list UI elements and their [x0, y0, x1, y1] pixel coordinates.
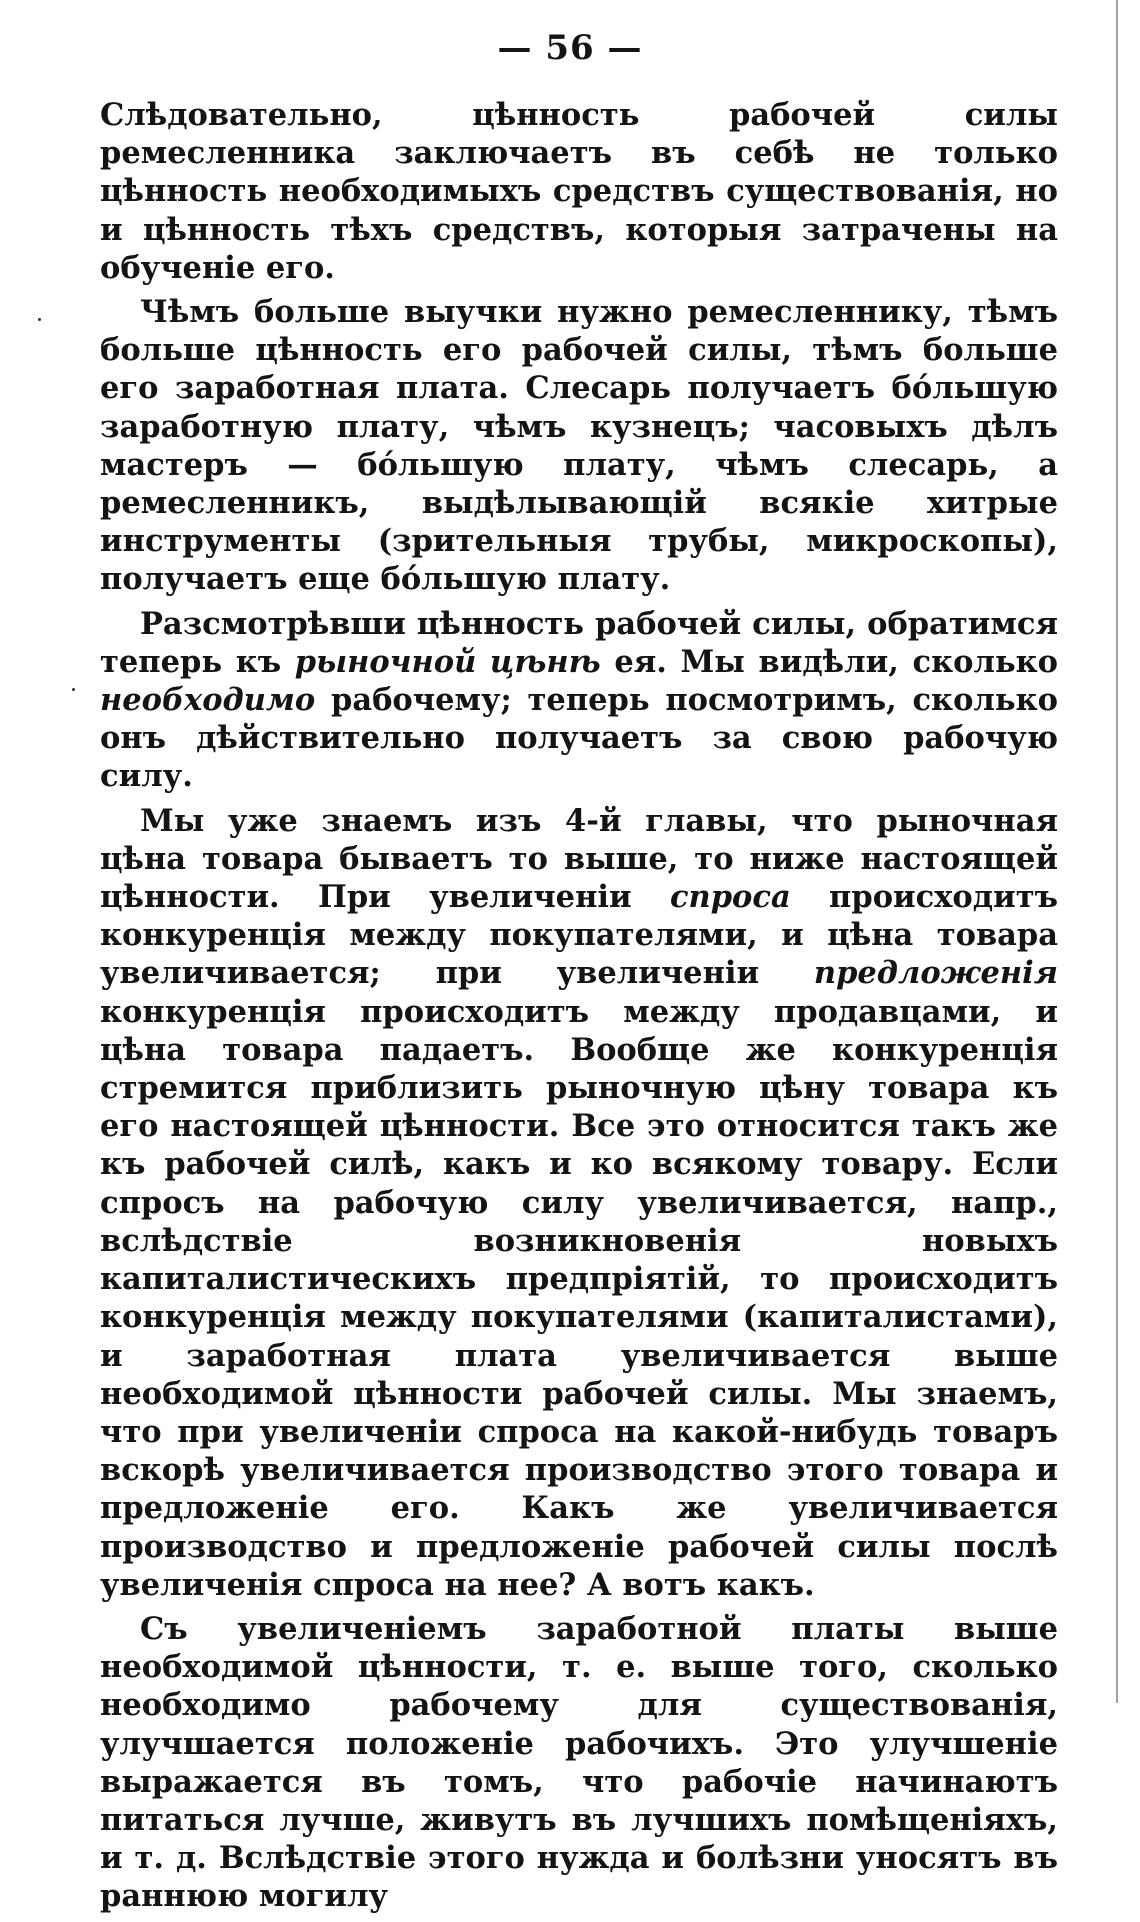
emphasized-text: спроса [669, 879, 791, 916]
text-run: происходитъ конкуренція между покупателями, и цѣна товара увеличивается; при увеличеніи [100, 879, 1058, 992]
scan-speck [72, 688, 75, 691]
text-run: рабочему; теперь посмотримъ, сколько онъ дѣйствительно получаетъ за свою рабочую силу. [100, 682, 1058, 795]
text-run: Чѣмъ больше выучки нужно ремесленнику, тѣмъ больше цѣнность его рабочей силы, тѣмъ больше его заработная плата. Слесарь получаетъ бо́льшую заработную плату, чѣмъ кузнецъ; часовыхъ дѣлъ мастеръ — бо́льшую плату, чѣмъ слесарь, а ремесленникъ, выдѣлывающій всякіе хитрые инструменты (зрительныя трубы, микроскопы), получаетъ еще бо́льшую плату. [100, 294, 1058, 598]
emphasized-text: необходимо [100, 682, 316, 719]
emphasized-text: рыночной цѣнѣ [294, 643, 601, 680]
text-run: Слѣдовательно, цѣнность рабочей силы ремесленника заключаетъ въ себѣ не только цѣнность необходимыхъ средствъ существованія, но и цѣнность тѣхъ средствъ, которыя затрачены на обученіе его. [100, 97, 1058, 286]
paragraph [100, 802, 1058, 1604]
text-run: ея. Мы видѣли, сколько [600, 643, 1059, 680]
text-run: Разсмотрѣвши цѣнность рабочей силы, обратимся теперь къ [100, 605, 1058, 680]
text-run: Мы уже знаемъ изъ 4-й главы, что рыночная цѣна товара бываетъ то выше, то ниже настоящей цѣнности. При увеличеніи [100, 802, 1058, 916]
paragraph [100, 605, 1058, 796]
body-text [100, 96, 1058, 1922]
paragraph [100, 1610, 1058, 1916]
emphasized-text: предложенія [813, 955, 1058, 992]
text-run: конкуренція происходитъ между продавцами, и цѣна товара падаетъ. Вообще же конкуренція стремится приблизить рыночную цѣну товара къ его настоящей цѣнности. Все это относится такъ же къ рабочей силѣ, какъ и ко всякому товару. Если спросъ на рабочую силу увеличивается, напр., вслѣдствіе возникновенія новыхъ капиталистическихъ предпріятій, то происходитъ конкуренція между покупателями (капиталистами), и заработная плата увеличивается выше необходимой цѣнности рабочей силы. Мы знаемъ, что при увеличеніи спроса на какой-нибудь товаръ вскорѣ увеличивается производство этого товара и предложеніе его. Какъ же увеличивается производство и предложеніе рабочей силы послѣ увеличенія спроса на нее? А вотъ какъ. [100, 993, 1058, 1603]
paragraph [100, 293, 1058, 599]
page-number: — 56 — [497, 28, 643, 68]
text-run: Съ увеличеніемъ заработной платы выше необходимой цѣнности, т. е. выше того, сколько необходимо рабочему для существованія, улучшается положеніе рабочихъ. Это улучшеніе выражается въ томъ, что рабочіе начинаютъ питаться лучше, живутъ въ лучшихъ помѣщеніяхъ, и т. д. Вслѣдствіе этого нужда и болѣзни уносятъ въ раннюю могилу [100, 1610, 1058, 1915]
page-edge-line [1116, 0, 1118, 1703]
scan-speck [38, 318, 41, 321]
paragraph [100, 96, 1058, 287]
